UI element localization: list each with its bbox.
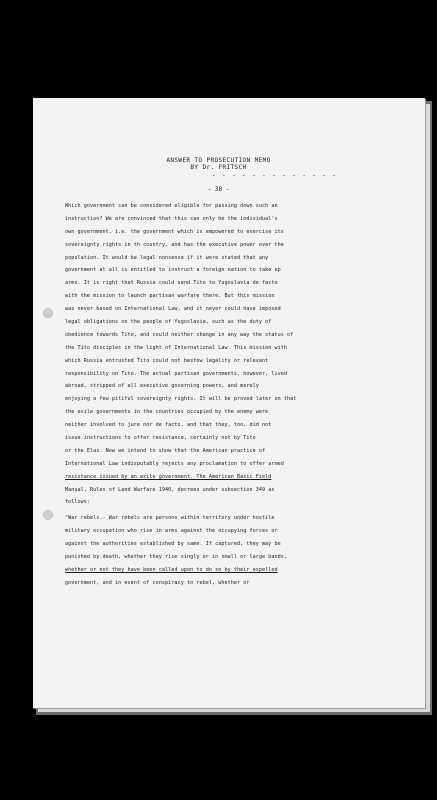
text-line: government, and in event of conspiracy to rebel, whether or [65,579,250,586]
text-line: against the authorities established by same. If captured, they may be [65,541,281,548]
punch-hole-icon [43,308,53,318]
text-line-underlined: resistance issued by an exile government. The American Basic Field [65,473,272,480]
text-line: issue instructions to offer resistance, certainly not by Tito [65,435,256,442]
text-line: government at all is entitled to instruct a foreign nation to take up [65,267,281,274]
text-line: population. It would be legal nonsense if it were stated that any [65,254,269,261]
text-line-underlined: whether or not they have been called upon to do so by their expelled [65,566,278,573]
text-line: instruction? We are convinced that this can only be the individual's [65,215,278,222]
punch-hole-icon [43,510,53,520]
text-line: enjoying a few pitiful sovereignty rights. It will be proved later on that [65,396,297,403]
text-line: follows: [65,499,91,506]
text-line: Manual, Rules of Land Warfare 1940, decrees under subsection 349 as [65,486,275,493]
text-line: abroad, stripped of all executive governing powers, and merely [65,383,259,390]
text-line: the exile governments in the countries occupied by the enemy were [65,409,269,416]
text-line: military occupation who rise in arms against the occupying forces or [65,528,278,535]
text-line: sovereignty rights in th country, and has the executive power over the [65,241,284,248]
text-line: which Russia entrusted Tito could not bestow legality or relevant [65,357,269,364]
title-rule: - - - - - - - - - - - - - [212,172,338,179]
page-number: - 38 - [207,186,230,193]
body-text [65,200,377,590]
text-line: with the mission to launch partisan warfare there. But this mission [65,293,275,300]
text-line: arms. It is right that Russia could send Tito to Yugoslavia de facto [65,280,278,287]
document-title: ANSWER TO PROSECUTION MEMO [166,157,271,164]
text-line: legal obligations on the people of Yugoslavia, such as the duty of [65,319,272,326]
text-line: Which government can be considered eligible for passing down such an [65,203,278,209]
text-line: neither involved to jure nor de facto, and that they, too, did not [65,422,272,429]
text-line: own government, i.e. the government which is empowered to exercise its [65,228,284,235]
text-line: was never based on International Law, and it never could have imposed [65,306,281,313]
text-line: "War rebels.- War rebels are persons within territory under hostile [65,515,275,522]
text-line: International Law indisputably rejects any proclamation to offer armed [65,460,284,467]
text-line: or the Elas. Now we intend to show that the American practice of [65,447,266,454]
document-subtitle: BY Dr. FRITSCH [190,164,247,171]
text-line: obedience towards Tito, and could neither change in any way the status of [65,331,294,338]
text-line: the Tito disciples in the light of International Law. This mission with [65,344,287,351]
text-line: punished by death, whether they rise singly or in small or large bands, [65,554,287,561]
text-line: responsibility on Tito. The actual partisan governments, however, lived [65,370,287,377]
